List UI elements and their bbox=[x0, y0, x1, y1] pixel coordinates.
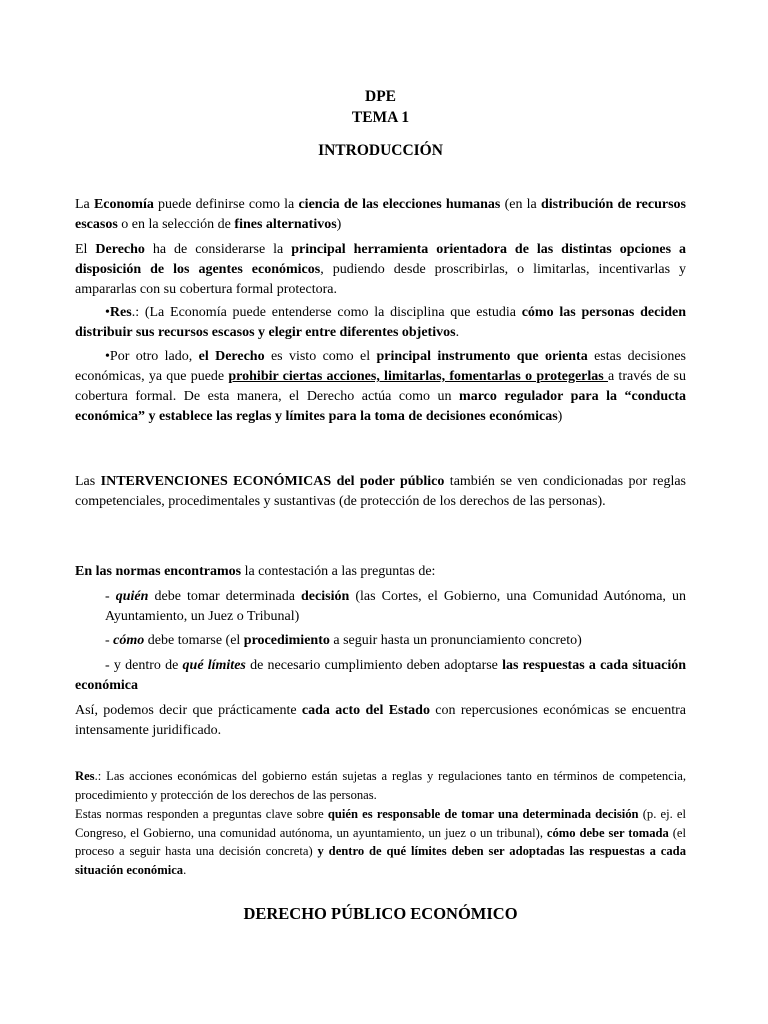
section-heading-dpe: DERECHO PÚBLICO ECONÓMICO bbox=[243, 904, 518, 923]
section-title: INTRODUCCIÓN bbox=[318, 142, 443, 159]
list-item-como: - cómo debe tomarse (el procedimiento a seguir hasta un pronunciamiento concreto) bbox=[105, 633, 582, 648]
paragraph-economia-definition: La Economía puede definirse como la ciencia de las elecciones humanas (en la distribución de recursos escasos o en la selección de fines alternativos) bbox=[75, 197, 686, 232]
paragraph-summary-acciones: Res.: Las acciones económicas del gobierno están sujetas a reglas y regulaciones tanto en términos de competencia, procedimiento y protección de los derechos de las personas. bbox=[75, 769, 686, 802]
paragraph-intervenciones: Las INTERVENCIONES ECONÓMICAS del poder público también se ven condicionadas por reglas competenciales, procedimentales y sustantivas (de protección de los derechos de las personas). bbox=[75, 474, 687, 509]
paragraph-summary-economia: •Res.: (La Economía puede entenderse como la disciplina que estudia cómo las personas deciden distribuir sus recursos escasos y elegir entre diferentes objetivos. bbox=[75, 305, 686, 340]
paragraph-summary-derecho: •Por otro lado, el Derecho es visto como el principal instrumento que orienta estas decisiones económicas, ya que puede prohibir ciertas acciones, limitarlas, fomentarlas o protegerlas a través de su cobertura formal. De esta manera, el Derecho actúa como un marco regulador para la “conducta económica” y establece las reglas y límites para la toma de decisiones económicas) bbox=[75, 349, 686, 424]
topic-title: TEMA 1 bbox=[351, 109, 410, 126]
list-item-quien: - quién debe tomar determinada decisión (las Cortes, el Gobierno, una Comunidad Autónoma, un Ayuntamiento, un Juez o Tribunal) bbox=[105, 589, 686, 624]
paragraph-summary-normas: Estas normas responden a preguntas clave sobre quién es responsable de tomar una determinada decisión (p. ej. el Congreso, el Gobierno, una comunidad autónoma, un ayuntamiento, un juez o un tribunal), cómo debe ser tomada (el proceso a seguir hasta una decisión concreta) y dentro de qué límites deben ser adoptadas las respuestas a cada situación económica. bbox=[75, 807, 686, 877]
paragraph-juridificado: Así, podemos decir que prácticamente cada acto del Estado con repercusiones económicas se encuentra intensamente juridificado. bbox=[75, 703, 686, 738]
list-item-limites: - y dentro de qué límites de necesario cumplimiento deben adoptarse las respuestas a cada situación económica bbox=[75, 658, 686, 693]
paragraph-normas-intro: En las normas encontramos la contestación a las preguntas de: bbox=[75, 564, 436, 579]
subject-title: DPE bbox=[365, 88, 396, 105]
paragraph-derecho-role: El Derecho ha de considerarse la principal herramienta orientadora de las distintas opciones a disposición de los agentes económicos, pudiendo desde proscribirlas, o limitarlas, incentivarlas y ampararlas con su cobertura formal protectora. bbox=[75, 242, 687, 297]
